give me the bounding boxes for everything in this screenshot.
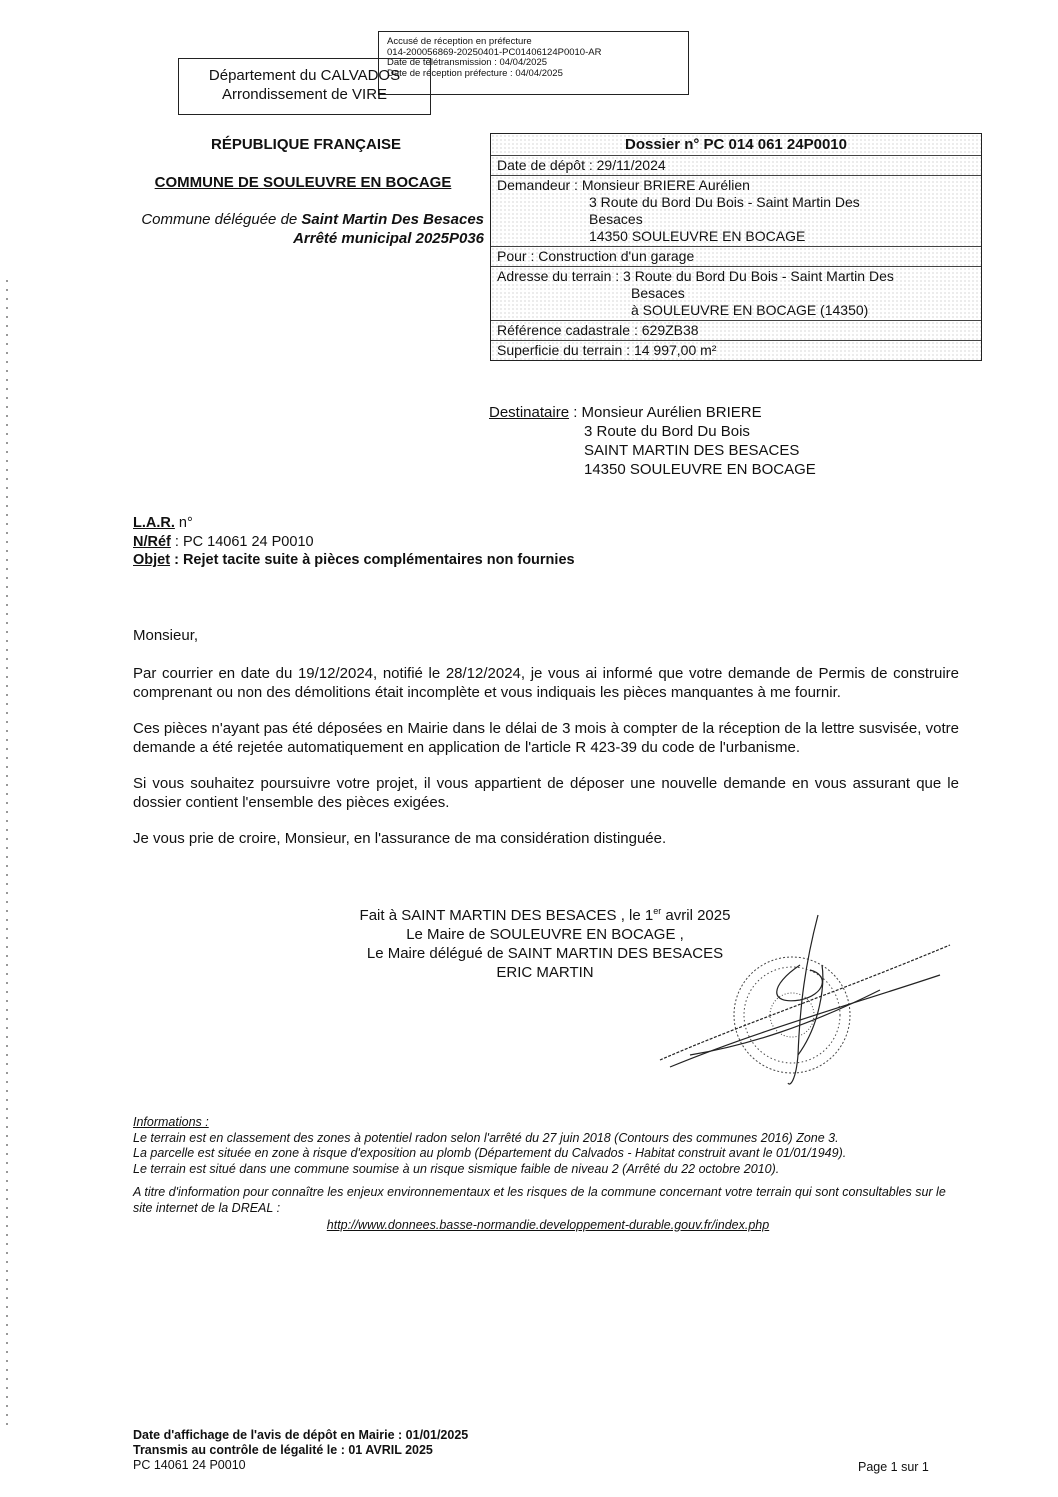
footer-transmis: Transmis au contrôle de légalité le : 01 AVRIL 2025 xyxy=(133,1443,433,1457)
signature-place-date: Fait à SAINT MARTIN DES BESACES , le 1er avril 2025 xyxy=(359,906,731,924)
footer-affichage: Date d'affichage de l'avis de dépôt en Mairie : 01/01/2025 xyxy=(133,1428,469,1442)
salutation: Monsieur, xyxy=(133,627,199,644)
info-radon: Le terrain est en classement des zones à potentiel radon selon l'arrêté du 27 juin 2018 (Contours des communes 2016) Zone 3. xyxy=(133,1130,839,1145)
receipt-line-4: Date de réception préfecture : 04/04/2025 xyxy=(387,67,563,79)
official-seal-and-signature-icon xyxy=(650,905,970,1090)
info-dreal: A titre d'information pour connaître les enjeux environnementaux et les risques de la commune concernant votre terrain qui sont consultables sur le site internet de la DREAL : xyxy=(133,1185,946,1215)
references-block xyxy=(133,514,575,570)
destinataire-block xyxy=(489,403,816,479)
dossier-pour: Pour : Construction d'un garage xyxy=(491,246,981,266)
paragraph-2: Ces pièces n'ayant pas été déposées en Mairie dans le délai de 3 mois à compter de la réception de la lettre susvisée, votre demande a été rejetée automatiquement en application de l'article R 423-39 du code de l'urbanisme. xyxy=(133,720,959,756)
dossier-demandeur: Demandeur : Monsieur BRIERE Aurélien 3 Route du Bord Du Bois - Saint Martin Des Besaces 14350 SOULEUVRE EN BOCAGE xyxy=(491,175,981,246)
destinataire-line-1: Destinataire : Monsieur Aurélien BRIERE xyxy=(489,404,762,421)
receipt-line-1: Accusé de réception en préfecture xyxy=(387,36,532,47)
destinataire-line-2: 3 Route du Bord Du Bois xyxy=(584,423,750,440)
nref-line: N/Réf : PC 14061 24 P0010 xyxy=(133,533,314,550)
commune-deleguee-name: Saint Martin Des Besaces xyxy=(301,211,484,228)
dossier-reference: Référence cadastrale : 629ZB38 xyxy=(491,320,981,340)
signature-maire: Le Maire de SOULEUVRE EN BOCAGE , xyxy=(406,926,684,943)
arrete-number: Arrêté municipal 2025P036 xyxy=(293,230,484,247)
commune-deleguee-block xyxy=(100,210,484,248)
info-plomb: La parcelle est située en zone à risque d'exposition au plomb (Département du Calvados - Habitat construit avant le 01/01/1949). xyxy=(133,1146,847,1160)
informations-block xyxy=(133,1115,963,1234)
receipt-line-3: Date de télétransmission : 04/04/2025 xyxy=(387,57,548,68)
destinataire-line-3: SAINT MARTIN DES BESACES xyxy=(584,442,800,459)
paragraph-3: Si vous souhaitez poursuivre votre projet, il vous appartient de déposer une nouvelle demande en vous assurant que le dossier contient l'ensemble des pièces exigées. xyxy=(133,775,959,811)
dossier-adresse: Adresse du terrain : 3 Route du Bord Du Bois - Saint Martin Des Besaces à SOULEUVRE EN BOCAGE (14350) xyxy=(491,266,981,320)
footer-ref: PC 14061 24 P0010 xyxy=(133,1458,246,1472)
dreal-link[interactable]: http://www.donnees.basse-normandie.developpement-durable.gouv.fr/index.php xyxy=(326,1218,770,1232)
commune-deleguee xyxy=(100,210,484,229)
receipt-line-2: 014-200056869-20250401-PC01406124P0010-AR xyxy=(387,46,602,58)
page-number: Page 1 sur 1 xyxy=(858,1460,929,1474)
dossier-box xyxy=(490,133,982,361)
department-box xyxy=(178,58,431,115)
info-sismique: Le terrain est situé dans une commune soumise à un risque sismique faible de niveau 2 (Arrêté du 22 octobre 2010). xyxy=(133,1161,780,1176)
dossier-date-depot: Date de dépôt : 29/11/2024 xyxy=(491,155,981,175)
department-name: Département du CALVADOS xyxy=(208,67,401,84)
signature-maire-delegue: Le Maire délégué de SAINT MARTIN DES BESACES xyxy=(366,945,724,962)
lar-line: L.A.R. n° xyxy=(133,515,193,531)
republique-heading: RÉPUBLIQUE FRANÇAISE xyxy=(210,136,401,153)
footer-block xyxy=(133,1428,468,1473)
commune-deleguee-prefix: Commune déléguée de xyxy=(141,211,302,228)
signature-name: ERIC MARTIN xyxy=(496,964,594,981)
arrondissement-name: Arrondissement de VIRE xyxy=(221,86,388,103)
dossier-superficie: Superficie du terrain : 14 997,00 m² xyxy=(491,340,981,360)
destinataire-line-4: 14350 SOULEUVRE EN BOCAGE xyxy=(584,461,816,478)
scan-edge-marks xyxy=(6,280,8,1430)
destinataire-label: Destinataire xyxy=(489,404,570,421)
dossier-title: Dossier n° PC 014 061 24P0010 xyxy=(491,134,981,155)
commune-name: COMMUNE DE SOULEUVRE EN BOCAGE xyxy=(154,174,452,191)
paragraph-1: Par courrier en date du 19/12/2024, notifié le 28/12/2024, je vous ai informé que votre demande de Permis de construire comprenant ou non des démolitions était incomplète et vous indiquais les pièces manquantes à me fournir. xyxy=(133,665,959,701)
paragraph-4: Je vous prie de croire, Monsieur, en l'assurance de ma considération distinguée. xyxy=(133,830,667,847)
objet-line: Objet : Rejet tacite suite à pièces complémentaires non fournies xyxy=(133,552,575,568)
informations-title: Informations : xyxy=(133,1115,209,1129)
letter-body xyxy=(133,626,959,865)
commune-heading xyxy=(110,174,496,191)
